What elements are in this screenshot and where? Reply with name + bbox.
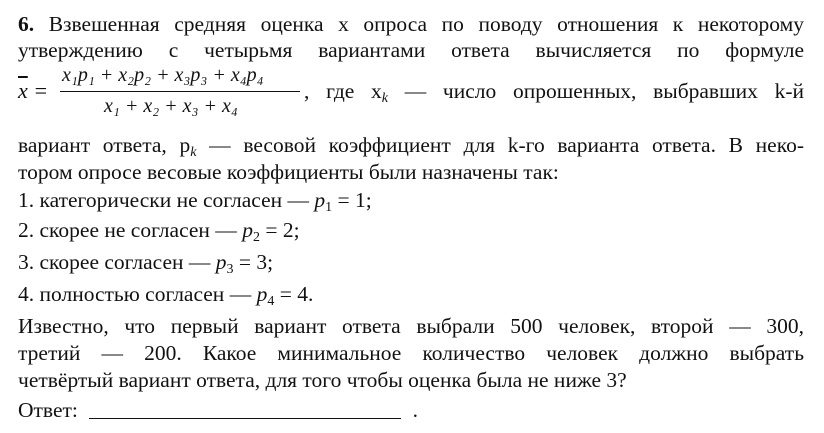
question-line-1: Известно, что первый вариант ответа выбрали 500 человек, второй — 300,: [18, 314, 804, 338]
answer-field[interactable]: [89, 400, 401, 419]
answer-row: [18, 398, 418, 422]
fraction-bar: [60, 91, 300, 92]
task-line-5: тором опросе весовые коэффициенты были назначены так:: [18, 160, 559, 184]
formula-lhs: $\overline{x}$ =: [18, 78, 49, 103]
option-1: 1. категорически не согласен — $p_1 = 1$;: [18, 188, 372, 215]
question-line-2: третий — 200. Какое минимальное количество человек должно выбрать: [18, 341, 804, 365]
answer-period: .: [412, 398, 418, 422]
formula-explanation: , где $x_k$ — число опрошенных, выбравших k-й: [304, 79, 805, 106]
question-line-3: четвёртый вариант ответа, для того чтобы оценка была не ниже 3?: [18, 368, 627, 392]
task-number: 6.: [18, 12, 35, 36]
option-2: 2. скорее не согласен — $p_2 = 2$;: [18, 218, 300, 245]
task-line-4: вариант ответа, $p_k$ — весовой коэффициент для k-го варианта ответа. В неко-: [18, 133, 804, 160]
task-line-1: [18, 12, 804, 36]
formula-denominator: x₁ + x₂ + x₃ + x₄: [104, 95, 238, 117]
answer-label: Ответ:: [18, 398, 78, 422]
option-3: 3. скорее согласен — $p_3 = 3$;: [18, 250, 274, 277]
task-line-2: утверждению с четырьмя вариантами ответа вычисляется по формуле: [18, 38, 804, 62]
task-text-1: Взвешенная средняя оценка x опроса по поводу отношения к некоторому: [48, 12, 805, 36]
formula-numerator: x₁p₁ + x₂p₂ + x₃p₃ + x₄p₄: [62, 64, 264, 86]
option-4: 4. полностью согласен — $p_4 = 4$.: [18, 282, 314, 309]
